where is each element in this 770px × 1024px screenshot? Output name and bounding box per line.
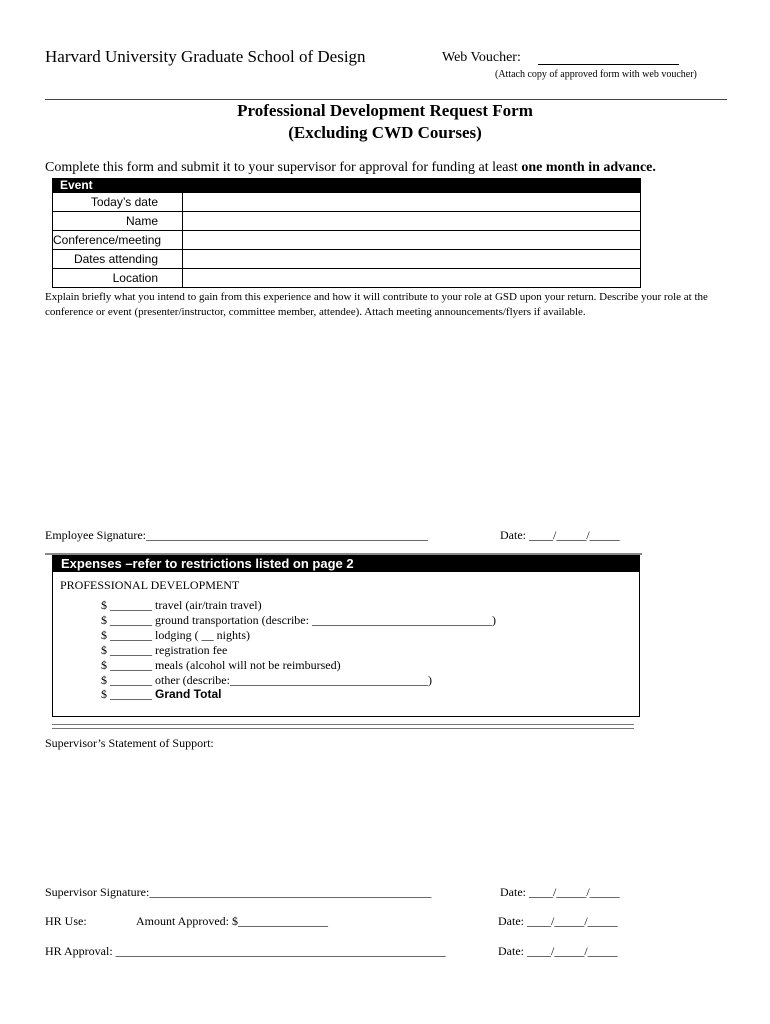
instruction-text <box>45 160 656 176</box>
organization-name: Harvard University Graduate School of Design <box>45 47 366 66</box>
event-label: Conference/meeting <box>53 231 183 249</box>
hr-approval-line[interactable]: HR Approval: _______________________________________________________ <box>45 944 446 958</box>
name-field[interactable] <box>183 212 640 230</box>
web-voucher-label: Web Voucher: <box>442 50 521 65</box>
employee-date-line[interactable]: Date: ____/_____/_____ <box>500 528 620 542</box>
attach-note: (Attach copy of approved form with web voucher) <box>495 69 697 80</box>
expenses-bottom-rule <box>52 728 634 729</box>
web-voucher-field[interactable] <box>538 64 679 65</box>
event-header: Event <box>52 178 641 193</box>
hr-approval-date-line[interactable]: Date: ____/_____/_____ <box>498 944 618 958</box>
event-row-todays-date <box>53 193 640 212</box>
header-divider <box>45 99 727 100</box>
instruction-main: Complete this form and submit it to your supervisor for approval for funding at least <box>45 160 522 175</box>
location-field[interactable] <box>183 269 640 287</box>
todays-date-field[interactable] <box>183 193 640 211</box>
form-subtitle: (Excluding CWD Courses) <box>288 123 482 142</box>
event-row-conference <box>53 231 640 250</box>
event-rows <box>52 193 641 288</box>
event-row-dates <box>53 250 640 269</box>
form-title: Professional Development Request Form <box>237 101 533 120</box>
expense-grand-total[interactable] <box>101 687 221 702</box>
expense-other[interactable]: $ _______ other (describe:_________________________________) <box>101 673 432 687</box>
hr-use-label: HR Use: <box>45 914 87 928</box>
instruction-emphasis: one month in advance. <box>521 160 656 175</box>
event-label: Location <box>53 269 183 287</box>
expense-travel[interactable]: $ _______ travel (air/train travel) <box>101 598 262 612</box>
event-row-location <box>53 269 640 287</box>
expense-ground-transportation[interactable]: $ _______ ground transportation (describe: ______________________________) <box>101 613 496 627</box>
event-label: Today’s date <box>53 193 183 211</box>
event-label: Dates attending <box>53 250 183 268</box>
expense-registration[interactable]: $ _______ registration fee <box>101 643 228 657</box>
employee-signature-line[interactable]: Employee Signature:_______________________________________________ <box>45 528 428 542</box>
supervisor-date-line[interactable]: Date: ____/_____/_____ <box>500 885 620 899</box>
expenses-header: Expenses –refer to restrictions listed on page 2 <box>53 556 639 572</box>
event-row-name <box>53 212 640 231</box>
supervisor-signature-line[interactable]: Supervisor Signature:_______________________________________________ <box>45 885 432 899</box>
expenses-bottom-rule <box>52 724 634 725</box>
dates-attending-field[interactable] <box>183 250 640 268</box>
amount-approved-line[interactable]: Amount Approved: $_______________ <box>136 914 328 928</box>
professional-development-title: PROFESSIONAL DEVELOPMENT <box>60 578 240 592</box>
expense-meals[interactable]: $ _______ meals (alcohol will not be reimbursed) <box>101 658 341 672</box>
grand-total-amount: $ _______ <box>101 687 155 701</box>
event-table <box>52 178 641 288</box>
event-label: Name <box>53 212 183 230</box>
grand-total-label: Grand Total <box>155 687 222 701</box>
conference-field[interactable] <box>183 231 640 249</box>
supervisor-statement-label: Supervisor’s Statement of Support: <box>45 736 214 750</box>
explanation-prompt: Explain briefly what you intend to gain from this experience and how it will contribute to your role at GSD upon your return. Describe your role at the conference or event (presenter/instructor, committee member, attendee). Attach meeting announcements/flyers if available. <box>45 291 708 318</box>
expense-lodging[interactable]: $ _______ lodging ( __ nights) <box>101 628 250 642</box>
hr-use-date-line[interactable]: Date: ____/_____/_____ <box>498 914 618 928</box>
